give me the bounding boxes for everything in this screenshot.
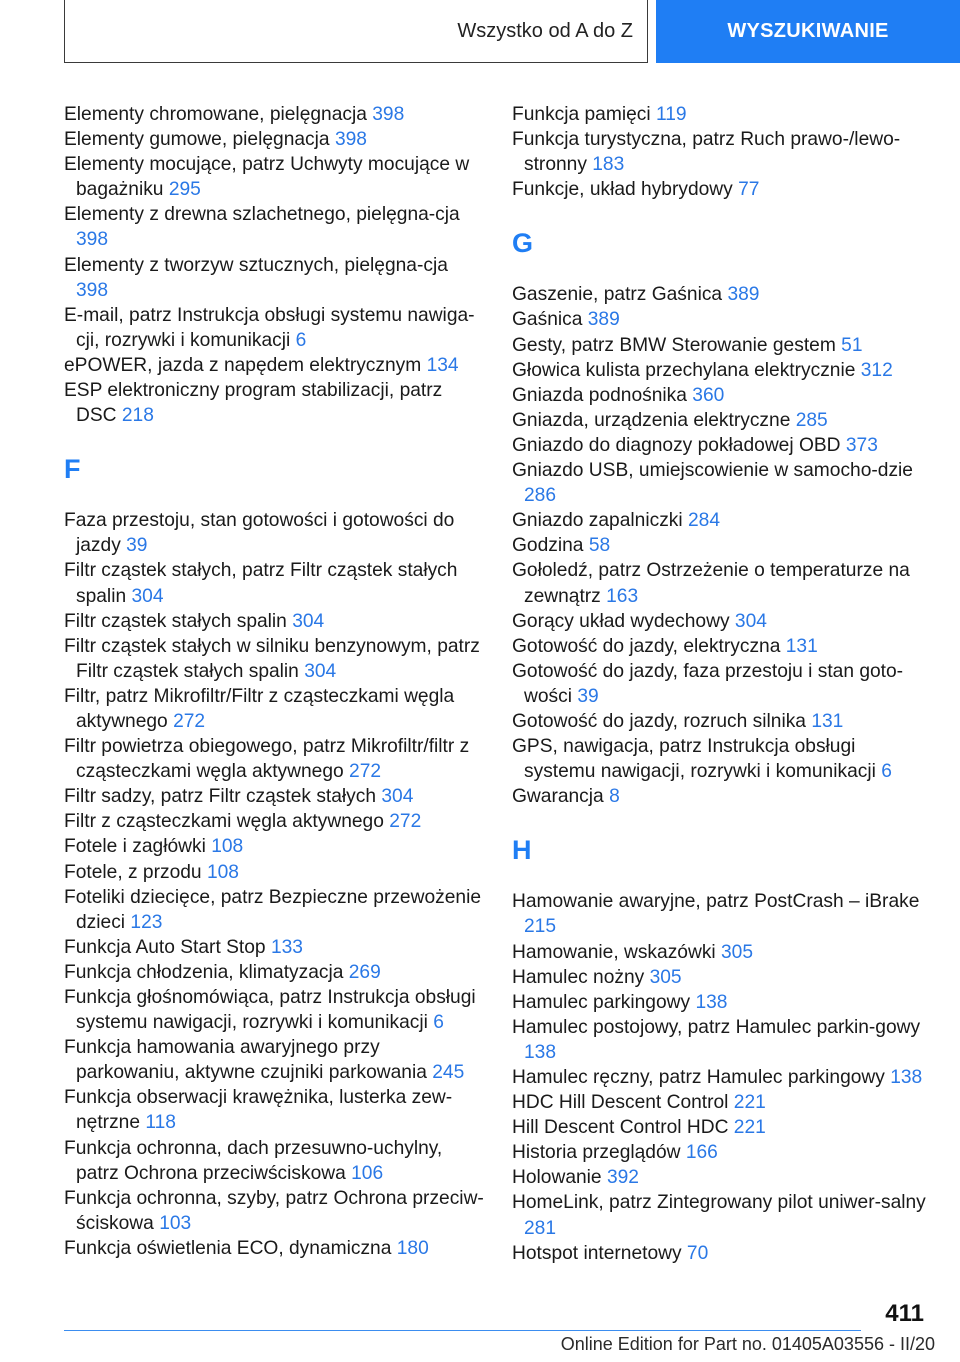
index-page-link[interactable]: 281 [524, 1217, 557, 1239]
index-entry-text: Gaśnica [512, 309, 583, 331]
index-entry-text: Gorący układ wydechowy [512, 610, 730, 632]
index-letter-heading: F [64, 454, 81, 485]
index-entry-text: Foteliki dziecięce, patrz Bezpieczne przewożenie dzieci [64, 886, 482, 933]
index-entry-text: Gniazdo USB, umiejscowienie w samocho‐dzie [512, 460, 913, 482]
index-page-link[interactable]: 398 [372, 104, 405, 125]
index-page-link[interactable]: 77 [738, 179, 760, 201]
index-entry [64, 784, 484, 809]
index-entry [64, 253, 484, 303]
footer-divider [64, 1330, 861, 1331]
index-entry-text: GPS, nawigacja, patrz Instrukcja obsługi systemu nawigacji, rozrywki i komunikacji [512, 736, 876, 783]
index-page-link[interactable]: 398 [334, 129, 367, 151]
index-page-link[interactable]: 373 [845, 434, 878, 456]
index-entry [512, 177, 930, 202]
index-entry [64, 609, 484, 634]
index-entry [512, 333, 930, 358]
index-page-link[interactable]: 389 [587, 309, 620, 331]
index-entry-text: Funkcja hamowania awaryjnego przy parkowaniu, aktywne czujniki parkowania [64, 1037, 427, 1084]
index-entry-text: Filtr cząstek stałych, patrz Filtr cząstek stałych spalin [64, 560, 458, 607]
index-entry-text: Faza przestoju, stan gotowości i gotowości do jazdy [64, 510, 455, 557]
index-entry [512, 1165, 930, 1190]
index-page-link[interactable]: 304 [304, 660, 337, 682]
index-page-link[interactable]: 215 [524, 916, 557, 938]
index-entry [512, 558, 930, 608]
index-entry [64, 1186, 484, 1236]
index-page-link[interactable]: 398 [76, 279, 109, 301]
index-entry [64, 634, 484, 684]
index-entry-text: Fotele, z przodu [64, 861, 202, 883]
index-entry-text: Gwarancja [512, 786, 604, 808]
index-page-link[interactable]: 123 [130, 911, 163, 933]
index-entry-text: Filtr, patrz Mikrofiltr/Filtr z cząsteczkami węgla aktywnego [64, 685, 455, 732]
index-page-link[interactable]: 245 [432, 1062, 465, 1084]
index-page-link[interactable]: 284 [688, 510, 721, 532]
index-entry [64, 985, 484, 1035]
index-page-link[interactable]: 305 [721, 941, 754, 963]
index-entry-text: Elementy chromowane, pielęgnacja [64, 104, 367, 125]
index-entry-text: Gniazda podnośnika [512, 384, 687, 406]
page-number: 411 [885, 1300, 924, 1327]
index-entry-text: Funkcja chłodzenia, klimatyzacja [64, 961, 344, 983]
index-entry [512, 127, 930, 177]
index-entry-text: Głowica kulista przechylana elektrycznie [512, 359, 856, 381]
index-entry [64, 860, 484, 885]
index-page-link[interactable]: 134 [426, 354, 459, 376]
index-entry-text: Hill Descent Control HDC [512, 1117, 729, 1139]
index-page-link[interactable]: 138 [890, 1067, 923, 1088]
index-page-link[interactable]: 108 [211, 836, 244, 858]
index-page-link[interactable]: 312 [860, 359, 893, 381]
index-entry-text: Funkcja oświetlenia ECO, dynamiczna [64, 1237, 392, 1259]
index-entry-text: Elementy gumowe, pielęgnacja [64, 129, 330, 151]
index-entry [64, 1236, 484, 1261]
index-page-link[interactable]: 305 [649, 966, 682, 988]
index-entry-text: Gotowość do jazdy, faza przestoju i stan goto‐wości [512, 660, 904, 707]
index-page-link[interactable]: 304 [734, 610, 767, 632]
index-page-link[interactable]: 108 [206, 861, 239, 883]
index-entry-text: Funkcja turystyczna, patrz Ruch prawo-/lewo‐stronny [512, 129, 901, 176]
index-entry [512, 1140, 930, 1165]
search-tab[interactable] [656, 0, 960, 63]
index-entry [64, 684, 484, 734]
index-entry-text: Gniazdo do diagnozy pokładowej OBD [512, 434, 841, 456]
index-entry-text: Gotowość do jazdy, rozruch silnika [512, 710, 806, 732]
index-entry [512, 1090, 930, 1115]
index-entry-text: Gniazda, urządzenia elektryczne [512, 409, 791, 431]
index-page-link[interactable]: 392 [606, 1167, 639, 1189]
index-page-link[interactable]: 295 [168, 179, 201, 201]
index-entry [64, 960, 484, 985]
index-entry-text: Elementy z drewna szlachetnego, pielęgna‐cja [64, 204, 460, 226]
index-entry-text: Hamowanie awaryjne, patrz PostCrash – iBrake [512, 891, 920, 913]
index-page-link[interactable]: 106 [351, 1162, 384, 1184]
index-entry [64, 1136, 484, 1186]
index-entry-text: Hamulec nożny [512, 966, 645, 988]
index-entry [512, 102, 930, 127]
index-page-link[interactable]: 272 [349, 761, 382, 783]
index-entry [512, 383, 930, 408]
index-page-link[interactable]: 133 [270, 936, 303, 958]
index-entry [64, 508, 484, 558]
index-entry-text: Filtr z cząsteczkami węgla aktywnego [64, 811, 384, 833]
index-entry-text: ePOWER, jazda z napędem elektrycznym [64, 354, 422, 376]
index-entry [64, 378, 484, 428]
index-page-link[interactable]: 304 [131, 585, 164, 607]
index-page-link[interactable]: 218 [121, 405, 154, 427]
index-entry-text: Funkcja głośnomówiąca, patrz Instrukcja obsługi systemu nawigacji, rozrywki i komunikacji [64, 987, 476, 1034]
index-page-link[interactable]: 398 [76, 229, 109, 251]
index-entry [512, 1190, 930, 1240]
index-page-link[interactable]: 389 [727, 284, 760, 306]
index-entry [512, 784, 930, 809]
index-entry-text: Hamulec ręczny, patrz Hamulec parkingowy [512, 1067, 885, 1088]
index-page-link[interactable]: 70 [686, 1242, 709, 1264]
index-entry-text: Filtr cząstek stałych spalin [64, 610, 287, 632]
index-page-link[interactable]: 131 [785, 635, 818, 657]
index-entry [512, 458, 930, 508]
index-page-link[interactable]: 163 [606, 585, 639, 607]
index-page-link[interactable]: 138 [695, 991, 728, 1013]
index-entry [512, 533, 930, 558]
index-entry [512, 609, 930, 634]
index-page-link[interactable]: 221 [733, 1092, 766, 1114]
index-entry-text: Holowanie [512, 1167, 602, 1189]
index-page-link[interactable]: 269 [348, 961, 381, 983]
index-entry-text: Funkcja pamięci [512, 104, 651, 125]
index-entry [64, 353, 484, 378]
index-page-link[interactable]: 272 [389, 811, 422, 833]
index-entry [512, 358, 930, 383]
index-page-link[interactable]: 118 [145, 1112, 176, 1134]
index-entry [512, 1065, 930, 1090]
index-page-link[interactable]: 58 [588, 535, 611, 557]
index-entry [512, 889, 930, 939]
index-page-link[interactable]: 285 [795, 409, 828, 431]
index-page-link[interactable]: 103 [159, 1212, 192, 1234]
search-label: WYSZUKIWANIE [727, 20, 889, 42]
index-entry [512, 1015, 930, 1065]
index-page-link[interactable]: 180 [396, 1237, 429, 1259]
index-entry-text: Elementy z tworzyw sztucznych, pielęgna‐cja [64, 254, 448, 276]
index-entry [512, 990, 930, 1015]
index-column-right [512, 102, 930, 1266]
index-entry [64, 734, 484, 784]
index-entry [64, 1035, 484, 1085]
index-entry [64, 1085, 484, 1135]
index-entry [64, 809, 484, 834]
index-entry [512, 282, 930, 307]
index-entry-text: Filtr powietrza obiegowego, patrz Mikrofiltr/filtr z cząsteczkami węgla aktywnego [64, 736, 470, 783]
index-entry [64, 558, 484, 608]
index-entry [512, 965, 930, 990]
footer-edition-text: Online Edition for Part no. 01405A03556 - II/20 [560, 1334, 935, 1354]
index-entry-text: Elementy mocujące, patrz Uchwyty mocujące w bagażniku [64, 154, 470, 201]
index-entry [64, 152, 484, 202]
index-entry [64, 834, 484, 859]
index-entry-text: Funkcja ochronna, dach przesuwno-uchylny, patrz Ochrona przeciwściskowa [64, 1137, 443, 1184]
index-entry-text: Gołoledź, patrz Ostrzeżenie o temperaturze na zewnątrz [512, 560, 910, 607]
index-entry [64, 202, 484, 252]
index-page-link[interactable]: 39 [577, 685, 599, 707]
index-entry [512, 940, 930, 965]
index-page-link[interactable]: 166 [685, 1142, 718, 1164]
index-letter-heading: G [512, 228, 534, 259]
index-page-link[interactable]: 138 [524, 1041, 557, 1063]
index-entry-text: Hamulec postojowy, patrz Hamulec parkin‐gowy [512, 1016, 921, 1038]
index-page-link[interactable]: 286 [524, 485, 557, 507]
index-entry-text: E-mail, patrz Instrukcja obsługi systemu nawiga‐cji, rozrywki i komunikacji [64, 304, 475, 351]
index-entry-text: Gotowość do jazdy, elektryczna [512, 635, 781, 657]
index-entry [64, 935, 484, 960]
index-entry [64, 885, 484, 935]
index-entry [512, 634, 930, 659]
index-page-link[interactable]: 360 [692, 384, 725, 406]
index-entry-text: Godzina [512, 535, 584, 557]
index-page-link[interactable]: 304 [292, 610, 325, 632]
index-entry-text: Fotele i zagłówki [64, 836, 206, 858]
index-entry [512, 734, 930, 784]
index-page-link[interactable]: 221 [733, 1117, 766, 1139]
index-entry-text: Gesty, patrz BMW Sterowanie gestem [512, 334, 836, 356]
index-page-link[interactable]: 51 [841, 334, 863, 356]
index-entry-text: Hamulec parkingowy [512, 991, 691, 1013]
index-page-link[interactable]: 272 [173, 710, 206, 732]
index-page-link[interactable]: 6 [295, 329, 307, 351]
index-entry [64, 127, 484, 152]
index-entry-text: ESP elektroniczny program stabilizacji, patrz DSC [64, 380, 443, 427]
index-page-link[interactable]: 183 [592, 154, 625, 176]
index-entry [512, 307, 930, 332]
index-page-link[interactable]: 119 [655, 104, 687, 125]
index-column-left [64, 102, 484, 1261]
index-entry-text: Funkcja Auto Start Stop [64, 936, 266, 958]
index-entry-text: Filtr cząstek stałych w silniku benzynowym, patrz Filtr cząstek stałych spalin [64, 635, 480, 682]
index-entry [512, 408, 930, 433]
index-entry-text: Funkcja obserwacji krawężnika, lusterka zew‐nętrzne [64, 1087, 453, 1134]
index-entry-text: HDC Hill Descent Control [512, 1092, 729, 1114]
index-entry-text: Filtr sadzy, patrz Filtr cząstek stałych [64, 786, 377, 808]
index-letter-heading: H [512, 835, 532, 866]
index-page-link[interactable]: 6 [881, 761, 892, 783]
index-page-link[interactable]: 6 [433, 1012, 444, 1034]
index-entry [512, 508, 930, 533]
index-entry-text: HomeLink, patrz Zintegrowany pilot uniwer‐salny [512, 1192, 926, 1214]
index-page-link[interactable]: 304 [381, 786, 414, 808]
section-title: Wszystko od A do Z [457, 19, 633, 42]
index-entry [64, 102, 484, 127]
top-navigation-bar [0, 0, 960, 66]
index-entry-text: Historia przeglądów [512, 1142, 681, 1164]
index-entry-text: Gniazdo zapalniczki [512, 510, 683, 532]
index-page-link[interactable]: 39 [126, 535, 148, 557]
index-page-link[interactable]: 131 [811, 710, 844, 732]
index-entry [512, 1115, 930, 1140]
index-entry-text: Funkcje, układ hybrydowy [512, 179, 733, 201]
index-entry-text: Gaszenie, patrz Gaśnica [512, 284, 723, 306]
index-entry [512, 659, 930, 709]
index-entry [512, 433, 930, 458]
index-entry [64, 303, 484, 353]
index-entry-text: Funkcja ochronna, szyby, patrz Ochrona przeciw‐ściskowa [64, 1187, 484, 1234]
index-page-link[interactable]: 8 [609, 786, 620, 808]
index-entry-text: Hotspot internetowy [512, 1242, 682, 1264]
index-entry-text: Hamowanie, wskazówki [512, 941, 716, 963]
index-entry [512, 1241, 930, 1266]
section-tab[interactable] [64, 0, 648, 63]
index-entry [512, 709, 930, 734]
